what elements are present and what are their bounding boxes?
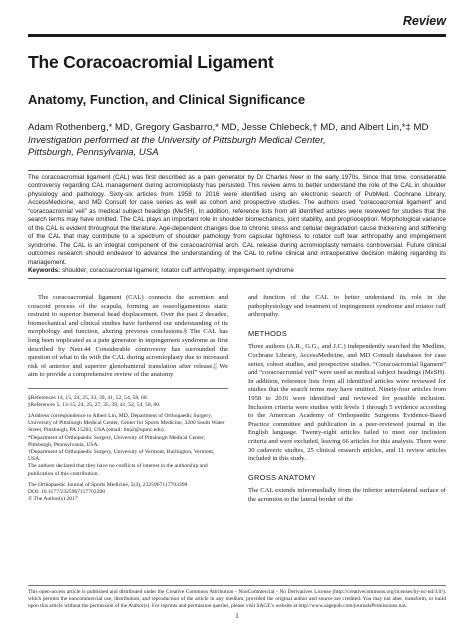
citation-copyright: © The Author(s) 2017 [28,496,78,503]
gross-anatomy-heading: GROSS ANATOMY [248,472,317,482]
methods-paragraph: Three authors (A.R., G.G., and J.C.) independently searched the Medline, Cochrane Library, AccessMedicine, and MD Consult databases for case series, cohort studies, and prospective studies. “Coracoacromial ligament” and “coracoacromial veil” were used as medical subject headings (MeSH). In addition, reference lists from all identified articles were reviewed for studies that the search terms may have omitted. Ninety-four articles from 1958 to 2016 were identified and reviewed for possible inclusion. Inclusion criteria were studies with levels 1 through 5 evidence according to the American Academy of Orthopaedic Surgeons Evidence-Based Practice committee and publication in a peer-reviewed journal in the English language. Twenty-eight articles failed to meet our inclusion criteria and were excluded, leaving 66 articles for this analysis. There were 30 cadaveric studies, 25 clinical research articles, and 11 review articles included in this study. [248,343,446,463]
footnote-references-1: §References 14, 15, 24, 25, 33, 39, 41, 52, 54, 58, 60. [28,394,148,401]
citation-doi: DOI: 10.1177/2325967117703398 [28,488,105,495]
affiliation [28,135,448,159]
affiliation-line-1: Investigation performed at the University of Pittsburgh Medical Center, [28,135,326,146]
article-subtitle: Anatomy, Function, and Clinical Significance [28,92,306,107]
keywords-label: Keywords: [28,266,61,274]
right-column [248,294,446,504]
affiliation-note-2: †Department of Orthopaedic Surgery, University of Vermont, Burlington, Vermont, USA. [28,448,215,463]
keywords-line [28,267,446,275]
keywords-text: shoulder; coracoacromial ligament; rotator cuff arthropathy; impingement syndrome [61,266,294,274]
citation-block [28,482,228,504]
abstract-text: The coracoacromial ligament (CAL) was first described as a pain generator by Dr Charles Neer in the early 1970s. Since that time, considerable controversy regarding CAL management during acromioplasty has persisted. This review aims to better understand the role of the CAL in shoulder physiology and pathology. Sixty-six articles from 1958 to 2016 were identified using an electronic search of PubMed, Cochrane Library, AccessMedicine, and MD Consult for case series as well as cohort and prospective studies. The authors used “coracoacromial ligament” and “coracoacromial veil” as medical subject headings (MeSH). In addition, reference lists from all identified articles were reviewed for studies that the search terms may have omitted. The CAL plays an important role in shoulder biomechanics, joint stability, and proprioception. Morphological variance of the CAL is evident throughout the literature. Age-dependent changes due to chronic stress and cellular degradation cause thickening and stiffening of the CAL that may contribute to a spectrum of shoulder pathology from capsular tightness to rotator cuff tear arthropathy and impingement syndrome. The CAL is an integral component of the coracoacromial arch. CAL release during acromioplasty remains controversial. Future clinical outcomes research should endeavor to advance the understanding of the CAL to refine clinical and intraoperative decision making regarding its management. [28,174,446,266]
intro-paragraph: The coracoacromial ligament (CAL) connects the acromion and coracoid process of the scapula, forming an osseoligamentous static restraint to superior humeral head displacement. Over the past 2 decades, biomechanical and clinical studies have furthered our understanding of its morphology and function, altering previous conclusions.§ The CAL has long been implicated as a pain generator in impingement syndrome as first described by Neer.44 Considerable controversy has surrounded the question of what to do with the CAL during acromioplasty due to increased risk of anterior and superior glenohumeral translation after release.|| We aim to provide a comprehensive review of the anatomy [28,294,228,379]
intro-continuation: and function of the CAL to better understand its role in the pathophysiology and treatment of impingement syndrome and rotator cuff arthropathy. [248,294,446,319]
abstract-box [28,170,446,279]
conflict-of-interest-note: The authors declared that they have no conflicts of interest in the authorship and publication of this contribution. [28,463,208,477]
license-notice: This open-access article is published and distributed under the Creative Commons Attribution - NonCommercial - No Derivatives License (http://creativecommons.org/licenses/by-nc-nd/3.0/), which permits the noncommercial use, distribution, and reproduction of the article in any medium, provided the original author and source are credited. You may not alter, transform, or build upon this article without the permission of the Author(s). For reprints and permission queries, please visit SAGE’s website at http://www.sagepub.com/journalsPermissions.nav. [28,585,446,609]
affiliation-line-2: Pittsburgh, Pennsylvania, USA [28,147,159,158]
methods-heading: METHODS [248,328,288,338]
author-notes [28,413,228,478]
correspondence-note: ‡Address correspondence to Albert Lin, MD, Department of Orthopaedic Surgery, University of Pittsburgh Medical Center, Center for Sports Medicine, 3200 South Water Street, Pittsburgh, PA 15203, USA (email: llna2@upmc.edu). [28,412,225,434]
affiliation-note-1: *Department of Orthopaedic Surgery, University of Pittsburgh Medical Center, Pittsburgh, Pennsylvania, USA. [28,434,205,448]
left-column [28,294,228,503]
footnote-rule [28,388,228,389]
citation-journal: The Orthopaedic Journal of Sports Medicine, 5(4), 2325967117703398 [28,481,188,488]
page-number: 1 [235,612,239,620]
article-title: The Coracoacromial Ligament [28,52,274,72]
gross-anatomy-paragraph: The CAL extends inferomedially from the inferior anterolateral surface of the acromion to the lateral border of the [248,487,446,503]
header-rule [28,34,446,37]
footnote-references-2: ||References 5, 13-15, 24, 25, 27, 35, 39, 41, 52, 54, 58, 60. [28,401,161,408]
author-list: Adam Rothenberg,* MD, Gregory Gasbarro,* MD, Jesse Chlebeck,† MD, and Albert Lin,*‡ MD [28,122,429,133]
section-label: Review [402,14,446,28]
